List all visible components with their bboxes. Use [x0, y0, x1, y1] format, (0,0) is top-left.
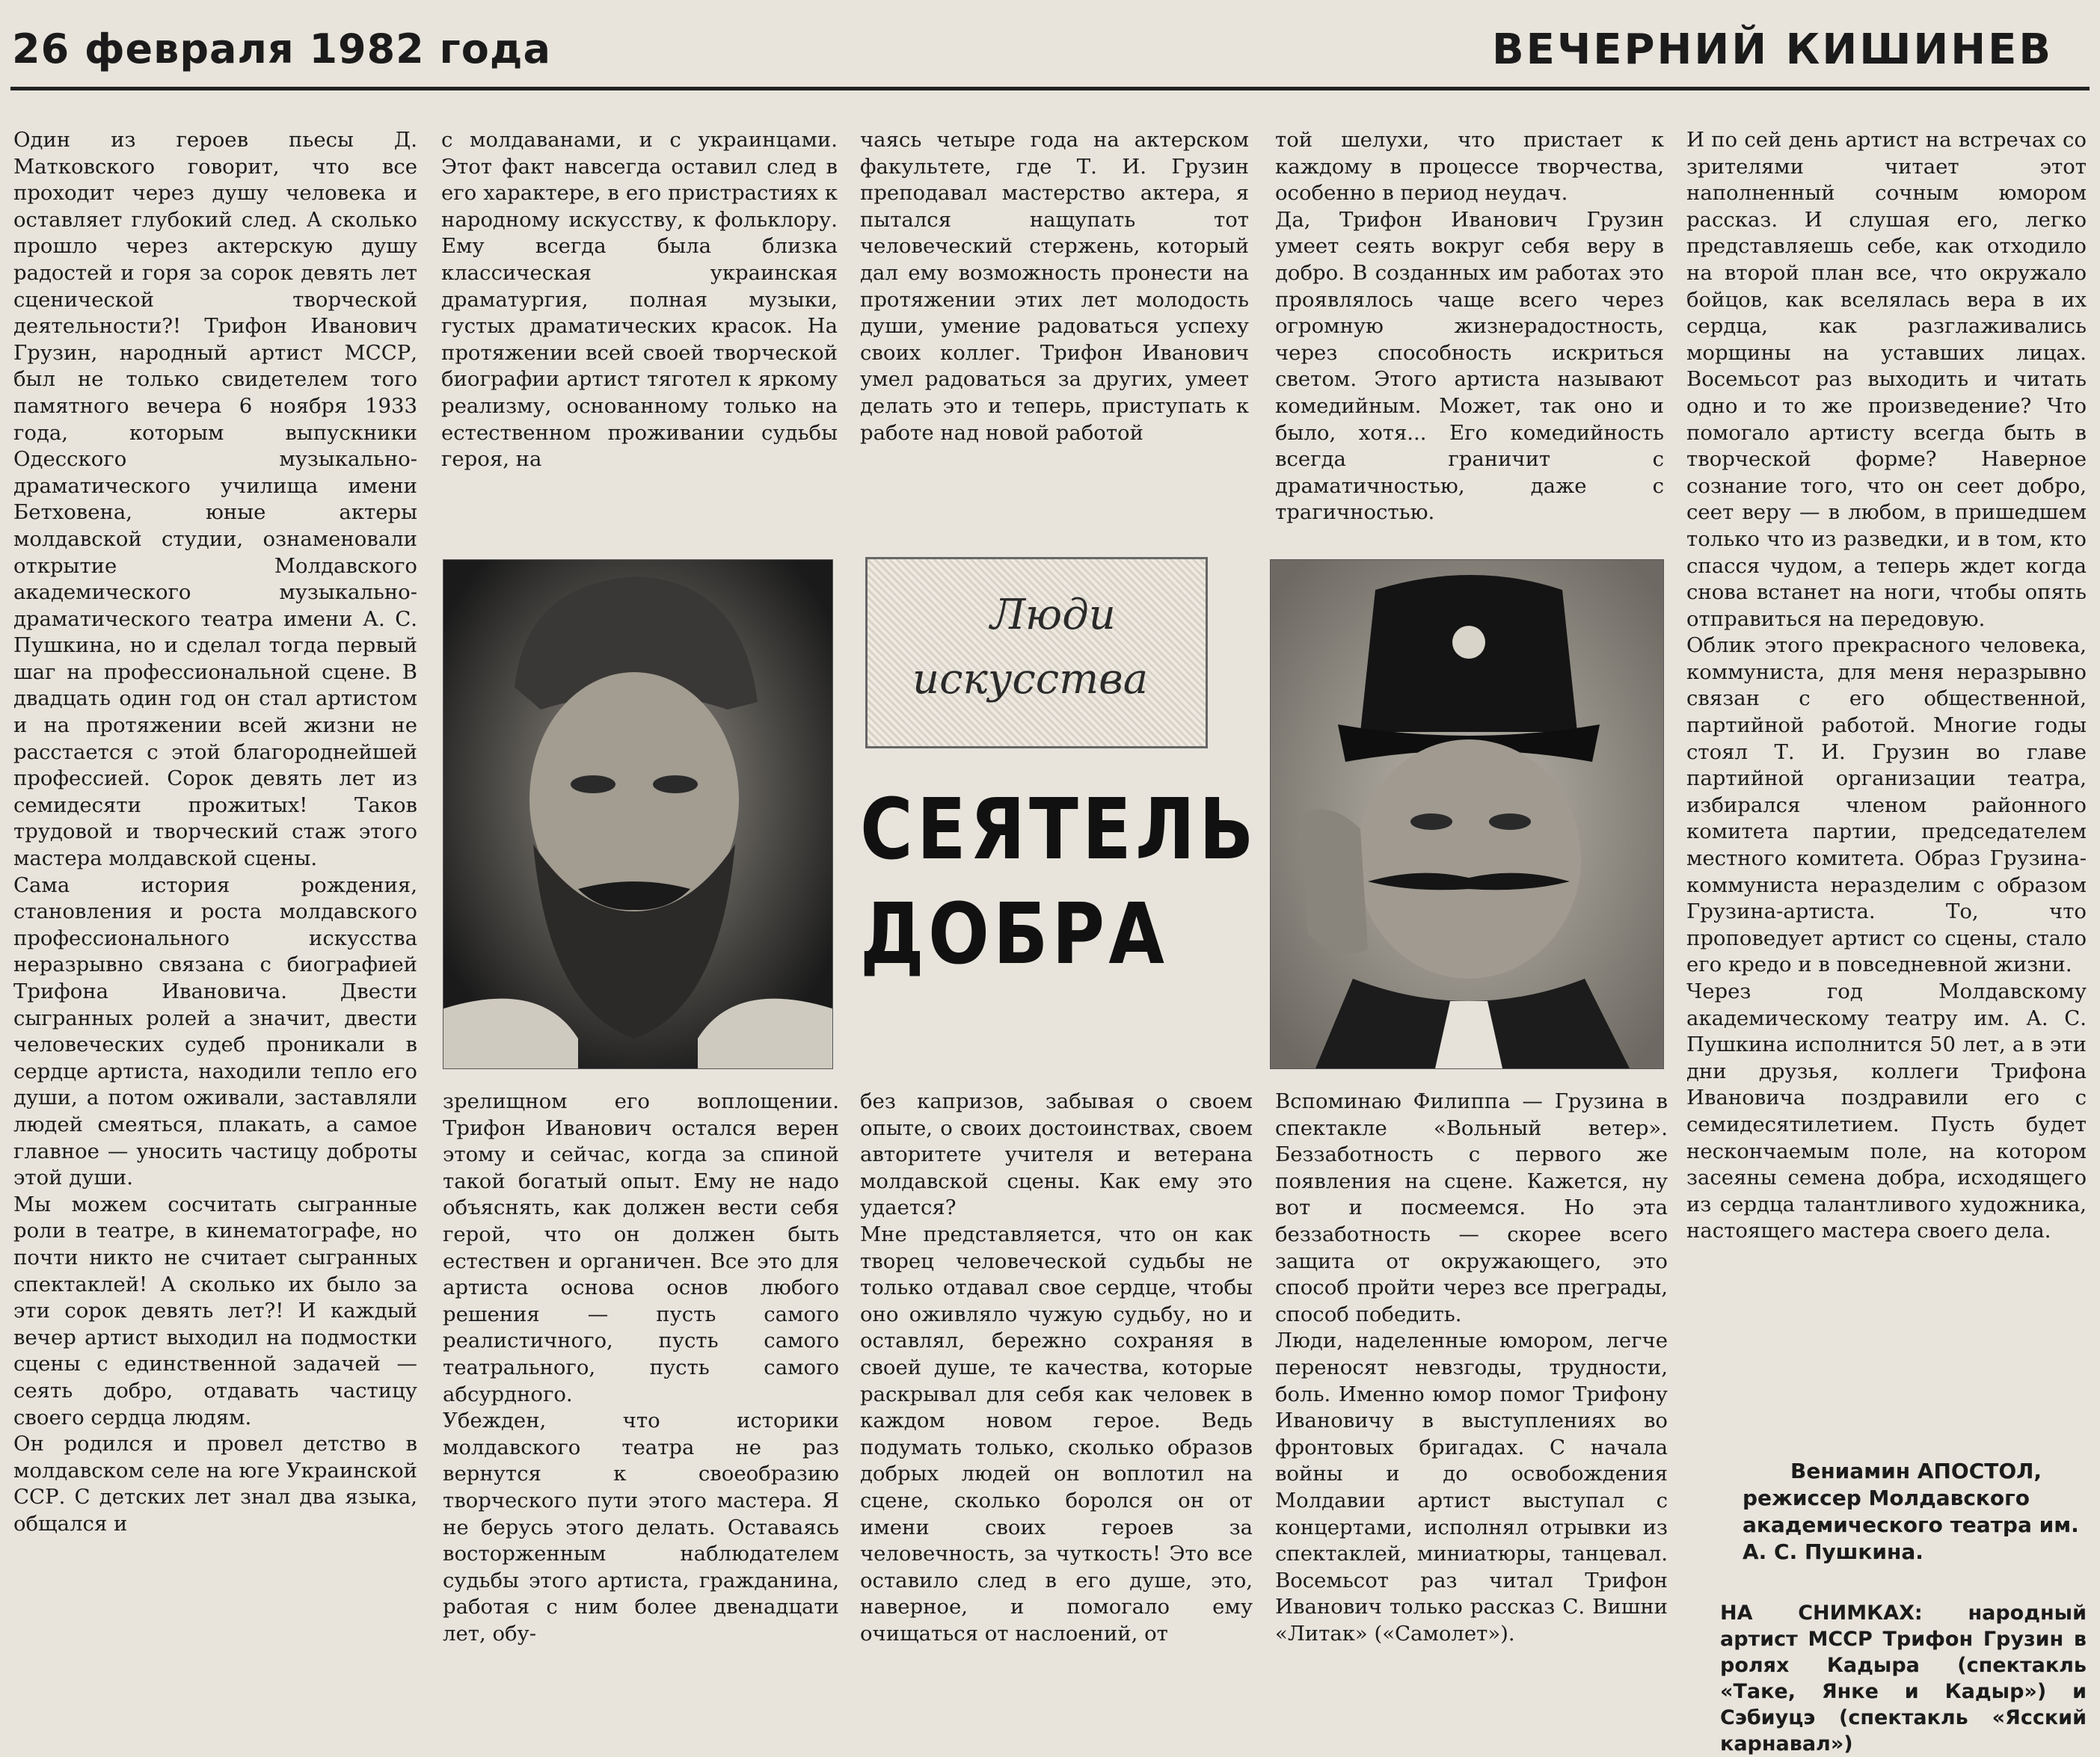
article-column-2-top: с молдаванами, и с украинцами. Этот факт навсегда оставил след в его характере, в его пристрастиях к народному искусству, к фольклору. Ему всегда была близка классическая украинская драматургия, полная музыки, густых драматических красок. На протяжении всей своей творческой биографии артист тяготел к яркому реализму, основанному только на естественном проживании судьбы героя, на	[441, 128, 838, 472]
newspaper-title: ВЕЧЕРНИЙ КИШИНЕВ	[1492, 25, 2054, 74]
portrait-photo-kadyr	[443, 559, 833, 1069]
issue-date: 26 февраля 1982 года	[12, 25, 551, 73]
article-column-2-bottom: зрелищном его воплощении. Трифон Иванович остался верен этому и сейчас, когда за спиной такой богатый опыт. Ему не надо объяснять, как должен вести себя герой, что он должен быть естествен и органичен. Все это для артиста основа основ любого решения — пусть самого реалистичного, пусть самого театрального, пусть самого абсурдного. Убежден, что историки молдавского театра не раз вернутся к своеобразию творческого пути этого мастера. Я не берусь этого делать. Оставаясь восторженным наблюдателем судьбы этого артиста, гражданина, работая с ним более двенадцати лет, обу-	[443, 1089, 839, 1646]
article-column-4-top: той шелухи, что пристает к каждому в процессе творчества, особенно в период неудач. Да, Трифон Иванович Грузин умеет сеять вокруг себя веру в добро. В созданных им работах это проявлялось чаще всего через огромную жизнерадостность, через способность искриться светом. Этого артиста называют комедийным. Может, так оно и было, хотя... Его комедийность всегда граничит с драматичностью, даже с трагичностью.	[1275, 128, 1664, 525]
photo-caption: НА СНИМКАХ: народный артист МССР Трифон Грузин в ролях Кадыра (спектакль «Таке, Янке и Кадыр») и Сэбиуцэ (спектакль «Ясский карнавал»)	[1720, 1601, 2087, 1756]
article-column-5: И по сей день артист на встречах со зрителями читает этот наполненный сочным юмором рассказ. И слушая его, легко представляешь себе, как отходило на второй план все, что окружало бойцов, как вселялась вера в их сердца, как разглаживались морщины на уставших лицах. Восемьсот раз выходить и читать одно и то же произведение? Что помогало артисту всегда быть в творческой форме? Наверное сознание того, что он сеет добро, сеет веру — в любом, в пришедшем только что из разведки, и в том, кто спасся чудом, а теперь ждет когда снова встанет на ноги, чтобы опять отправиться на передовую. Облик этого прекрасного человека, коммуниста, для меня неразрывно связан с его общественной, партийной работой. Многие годы стоял Т. И. Грузин во главе партийной организации театра, избирался членом районного комитета партии, председателем местного комитета. Образ Грузина-коммуниста неразделим с образом Грузина-артиста. То, что проповедует артист со сцены, стало его кредо и в повседневной жизни. Через год Молдавскому академическому театру им. А. С. Пушкина исполнится 50 лет, а в эти дни друзья, коллеги Трифона Ивановича поздравили его с семидесятилетием. Пусть будет нескончаемым поле, на котором засеяны семена добра, исходящего из сердца талантливого художника, настоящего мастера своего дела.	[1686, 128, 2087, 1243]
rubric-line-1: Люди	[990, 591, 1116, 639]
rubric-box	[865, 557, 1208, 748]
author-name: Вениамин АПОСТОЛ,	[1790, 1459, 2042, 1483]
photo-kadyr-image	[443, 560, 832, 1068]
article-column-4-bottom: Вспоминаю Филиппа — Грузина в спектакле «Вольный ветер». Беззаботность с первого же появления на сцене. Кажется, ну вот и посмеемся. Но эта беззаботность — скорее всего защита от окружающего, это способ пройти через все преграды, способ победить. Люди, наделенные юмором, легче переносят невзгоды, трудности, боль. Именно юмор помог Трифону Ивановичу в выступлениях во фронтовых бригадах. С начала войны и до освобождения Молдавии артист выступал с концертами, исполнял отрывки из спектаклей, миниатюры, танцевал. Восемьсот раз читал Трифон Иванович только рассказ С. Вишни «Литак» («Самолет»).	[1275, 1089, 1668, 1646]
author-byline	[1743, 1458, 2087, 1566]
author-title: режиссер Молдавского академического театра им. А. С. Пушкина.	[1743, 1486, 2079, 1564]
article-column-3-top: чаясь четыре года на актерском факультете, где Т. И. Грузин преподавал мастерство актера, я пытался нащупать тот человеческий стержень, который дал ему возможность пронести на протяжении этих лет молодость души, умение радоваться успеху своих коллег. Трифон Иванович умел радоваться за других, умеет делать это и теперь, приступать к работе над новой работой	[860, 128, 1249, 445]
rubric-line-2: искусства	[912, 655, 1149, 704]
photo-sebiutse-image	[1271, 560, 1663, 1068]
article-column-3-bottom: без капризов, забывая о своем опыте, о своих достоинствах, своем авторитете учителя и ветерана молдавской сцены. Как ему это удается? Мне представляется, что он как творец человеческой судьбы не только отдавал свое сердце, чтобы оно оживляло чужую судьбу, но и оставлял, бережно сохраняя в своей душе, те качества, которые раскрывал для себя как человек в каждом новом герое. Ведь подумать только, сколько образов добрых людей он воплотил на сцене, сколько боролся он от имени своих героев за человечность, за чуткость! Это все оставило след в его душе, это, наверное, и помогало ему очищаться от наслоений, от	[860, 1089, 1253, 1646]
article-headline: СЕЯТЕЛЬ ДОБРА	[860, 781, 1258, 983]
header-rule	[10, 87, 2090, 90]
portrait-photo-sebiutse	[1270, 559, 1664, 1069]
article-column-1: Один из героев пьесы Д. Матковского говорит, что все проходит через душу человека и оставляет глубокий след. А сколько прошло через актерскую душу радостей и горя за сорок девять лет сценической творческой деятельности?! Трифон Иванович Грузин, народный артист МССР, был не только свидетелем того памятного вечера 6 ноября 1933 года, которым выпускники Одесского музыкально-драматического училища имени Бетховена, юные актеры молдавской студии, ознаменовали открытие Молдавского академического музыкально-драматического театра имени А. С. Пушкина, но и сделал тогда первый шаг на профессиональной сцене. В двадцать один год он стал артистом и на протяжении всей жизни не расстается с этой благороднейшей профессией. Сорок девять лет из семидесяти прожитых! Таков трудовой и творческий стаж этого мастера молдавской сцены. Сама история рождения, становления и роста молдавского профессионального искусства неразрывно связана с биографией Трифона Ивановича. Двести сыгранных ролей а значит, двести человеческих судеб проникали в сердце артиста, находили тепло его души, а потом оживали, заставляли людей смеяться, плакать, а самое главное — уносить частицу доброты этой души. Мы можем сосчитать сыгранные роли в театре, в кинематографе, но почти никто не считает сыгранных спектаклей! А сколько их было за эти сорок девять лет?! И каждый вечер артист выходил на подмостки сцены с единственной задачей — сеять добро, отдавать частицу своего сердца людям. Он родился и провел детство в молдавском селе на юге Украинской ССР. С детских лет знал два языка, общался и	[13, 128, 417, 1536]
